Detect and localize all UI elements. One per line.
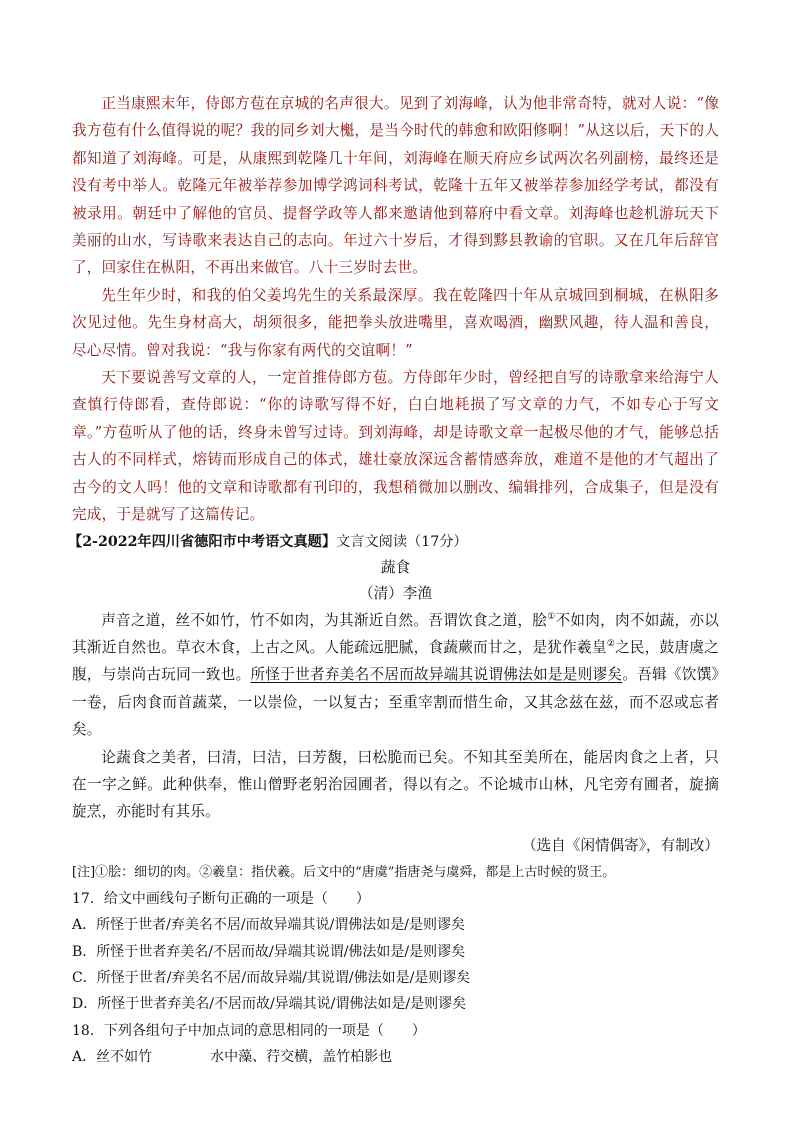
article-author: （清）李渔: [359, 584, 432, 602]
translation-paragraph-2: 先生年少时，和我的伯父姜坞先生的关系最深厚。我在乾隆四十年从京城回到桐城，在枞阳多次见过他。先生身材高大，胡须很多，能把拳头放进嘴里，喜欢喝酒，幽默风趣，待人温和善良，尽心尽情。曾对我说：“我与你家有两代的交谊啊！”: [72, 286, 719, 359]
note-mark-2: ②: [606, 639, 616, 650]
article-title: 蔬食: [380, 558, 411, 576]
article-paragraph-1: [72, 607, 719, 744]
article-p1-part-a: 声音之道，丝不如竹，竹不如肉，为其渐近自然。吾谓饮食之道，脍: [101, 611, 548, 629]
article-p1-part-b: 不如肉，肉不如蔬，亦以其渐近自然也。草衣木食，上古之风。人能疏远肥腻，食蔬蕨而甘之，是犹作羲皇: [72, 611, 719, 656]
question-18-option-a-right: 水中藻、荇交横，盖竹柏影也: [210, 1049, 393, 1066]
underlined-sentence: 所怪于世者弃美名不居而故异端其说谓佛法如是是则谬矣: [250, 666, 623, 684]
section-header-label: 文言文阅读（17分）: [336, 533, 468, 550]
article-p1-part-d: 。吾辑《饮馔》一卷，后肉食而首蔬菜，一以崇俭，一以复古；至重宰割而惜生命，又其念兹在兹，而不忍或忘者矣。: [72, 666, 719, 739]
question-17-option-a: A．所怪于世者/弃美名不居/而故异端其说/谓佛法如是/是则谬矣: [72, 917, 465, 934]
article-p1-part-c: 之民，鼓唐虞之腹，与崇尚古玩同一致也。: [72, 638, 719, 684]
question-18-option-a: [72, 1044, 719, 1070]
question-17-option-d: D．所怪于世者弃美名/不居而故/异端其说/谓佛法如是/是则谬矣: [72, 996, 467, 1013]
question-18: 18．下列各组句子中加点词的意思相同的一项是（ ）: [72, 1022, 426, 1039]
translation-paragraph-3: 天下要说善写文章的人，一定首推侍郎方苞。方侍郎年少时，曾经把自写的诗歌拿来给海宁人查慎行侍郎看，查侍郎说：“你的诗歌写得不好，白白地耗损了写文章的力气，不如专心于写文章。”方苞听从了他的话，终身未曾写过诗。到刘海峰，却是诗歌文章一起极尽他的才气，能够总括古人的不同样式，熔铸而形成自己的体式，雄壮豪放深远含蓄情感奔放，难道不是他的才气超出了古今的文人吗！他的文章和诗歌都有刊印的，我想稍微加以删改、编辑排列，合成集子，但是没有完成，于是就写了这篇传记。: [72, 369, 719, 524]
question-17: 17．给文中画线句子断句正确的一项是（ ）: [72, 890, 370, 907]
question-18-option-a-left: A．丝不如竹: [72, 1049, 153, 1066]
translation-paragraph-1: 正当康熙末年，侍郎方苞在京城的名声很大。见到了刘海峰，认为他非常奇特，就对人说：“像我方苞有什么值得说的呢？我的同乡刘大櫆，是当今时代的韩愈和欧阳修啊！”从这以后，天下的人都知道了刘海峰。可是，从康熙到乾隆几十年间，刘海峰在顺天府应乡试两次名列副榜，最终还是没有考中举人。乾隆元年被举荐参加博学鸿词科考试，乾隆十五年又被举荐参加经学考试，都没有被录用。朝廷中了解他的官员、提督学政等人都来邀请他到幕府中看文章。刘海峰也趁机游玩天下美丽的山水，写诗歌来表达自己的志向。年过六十岁后，才得到黟县教谕的官职。又在几年后辞官了，回家住在枞阳，不再出来做官。八十三岁时去世。: [72, 95, 719, 277]
article-note: [注]①脍：细切的肉。②羲皇：指伏羲。后文中的“唐虞”指唐尧与虞舜，都是上古时候的贤王。: [72, 864, 616, 880]
article-paragraph-2: 论蔬食之美者，曰清，曰洁，曰芳馥，曰松脆而已矣。不知其至美所在，能居肉食之上者，只在一字之鲜。此种供奉，惟山僧野老躬治园圃者，得以有之。不论城市山林，凡宅旁有圃者，旋摘旋烹，亦能时有其乐。: [72, 748, 719, 821]
question-17-option-c: C．所怪于世者/弃美名不居/而故异端/其说谓/佛法如是/是则谬矣: [72, 969, 471, 986]
section-header: [68, 529, 719, 555]
section-header-source: 【2-2022年四川省德阳市中考语文真题】: [68, 533, 337, 550]
question-17-option-b: B．所怪于世者弃美名/不居而故/异端其说谓/佛法如是/是则谬矣: [72, 943, 466, 960]
note-mark-1: ①: [547, 611, 556, 622]
article-source: （选自《闲情偶寄》，有制改）: [521, 836, 719, 854]
